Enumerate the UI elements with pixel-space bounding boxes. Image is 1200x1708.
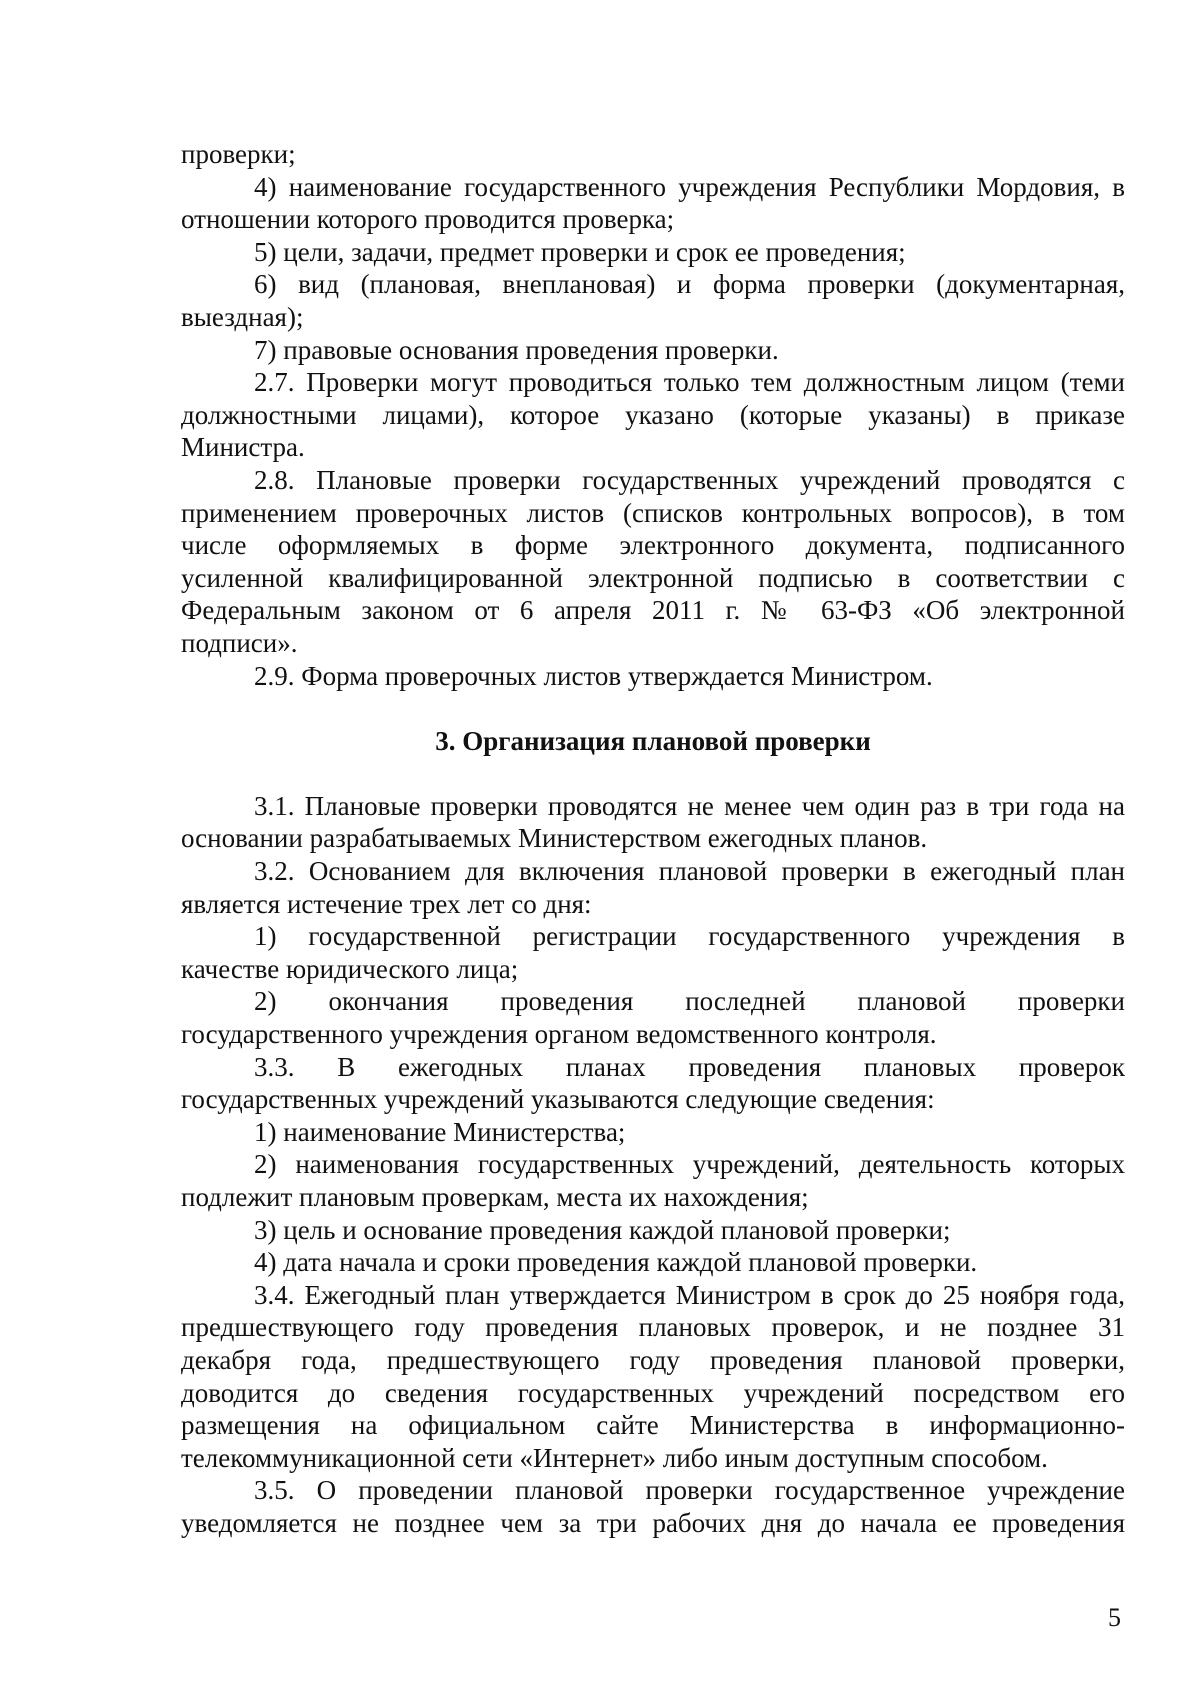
text-line: качестве юридического лица; (181, 953, 519, 984)
text-line: 1) государственной регистрации государственного учреждения в (254, 921, 1125, 952)
text-line: 2) наименования государственных учреждений, деятельность которых (254, 1149, 1125, 1180)
text-line: 3.2. Основанием для включения плановой проверки в ежегодный план (254, 856, 1125, 887)
text-line: 3.1. Плановые проверки проводятся не менее чем один раз в три года на (254, 790, 1125, 821)
text-line: декабря года, предшествующего году проведения плановой проверки, (181, 1344, 1125, 1375)
text-line: 7) правовые основания проведения проверки. (254, 334, 779, 365)
text-line: размещения на официальном сайте Министерства в информационно- (181, 1410, 1125, 1441)
text-line: 2.8. Плановые проверки государственных учреждений проводятся с (254, 464, 1125, 495)
text-line: основании разрабатываемых Министерством ежегодных планов. (181, 823, 928, 854)
text-line: 2.7. Проверки могут проводиться только тем должностным лицом (теми (254, 367, 1125, 398)
text-line: 3.3. В ежегодных планах проведения плановых проверок (254, 1051, 1125, 1082)
text-line: предшествующего году проведения плановых проверок, и не позднее 31 (181, 1312, 1125, 1343)
document-body (181, 138, 1125, 1540)
section-heading: 3. Организация плановой проверки (435, 725, 871, 756)
text-line: доводится до сведения государственных учреждений посредством его (181, 1377, 1125, 1408)
text-line: 4) наименование государственного учреждения Республики Мордовия, в (254, 171, 1125, 202)
text-line: Министра. (181, 432, 305, 463)
text-line: 2.9. Форма проверочных листов утверждается Министром. (254, 660, 933, 691)
page-number: 5 (1108, 1603, 1121, 1632)
text-line: государственных учреждений указываются следующие сведения: (181, 1084, 935, 1115)
text-line: 2) окончания проведения последней плановой проверки (254, 986, 1125, 1017)
text-line: должностными лицами), которое указано (которые указаны) в приказе (181, 399, 1125, 430)
text-line: числе оформляемых в форме электронного документа, подписанного (181, 530, 1125, 561)
text-line: проверки; (181, 139, 296, 169)
text-line: отношении которого проводится проверка; (181, 204, 675, 235)
text-line: 3.4. Ежегодный план утверждается Министром в срок до 25 ноября года, (254, 1279, 1125, 1310)
text-line: Федеральным законом от 6 апреля 2011 г. № 63-ФЗ «Об электронной (181, 595, 1125, 626)
text-line: телекоммуникационной сети «Интернет» либо иным доступным способом. (181, 1442, 1048, 1473)
text-line: применением проверочных листов (списков контрольных вопросов), в том (181, 497, 1125, 528)
text-line: подлежит плановым проверкам, места их нахождения; (181, 1182, 809, 1212)
text-line: является истечение трех лет со дня: (181, 888, 592, 919)
text-line: подписи». (181, 627, 298, 658)
text-line: 5) цели, задачи, предмет проверки и срок ее проведения; (254, 236, 906, 267)
spacer (181, 757, 1125, 790)
text-line: уведомляется не позднее чем за три рабочих дня до начала ее проведения (181, 1507, 1125, 1538)
text-line: 1) наименование Министерства; (254, 1116, 626, 1147)
text-line: 4) дата начала и сроки проведения каждой плановой проверки. (254, 1247, 978, 1278)
text-line: 3) цель и основание проведения каждой плановой проверки; (254, 1214, 951, 1245)
text-line: 6) вид (плановая, внеплановая) и форма проверки (документарная, (254, 269, 1125, 300)
spacer (181, 692, 1125, 725)
text-line: выездная); (181, 301, 304, 332)
text-line: усиленной квалифицированной электронной подписью в соответствии с (181, 562, 1125, 593)
text-line: государственного учреждения органом ведомственного контроля. (181, 1019, 937, 1050)
text-line: 3.5. О проведении плановой проверки государственное учреждение (254, 1475, 1125, 1506)
